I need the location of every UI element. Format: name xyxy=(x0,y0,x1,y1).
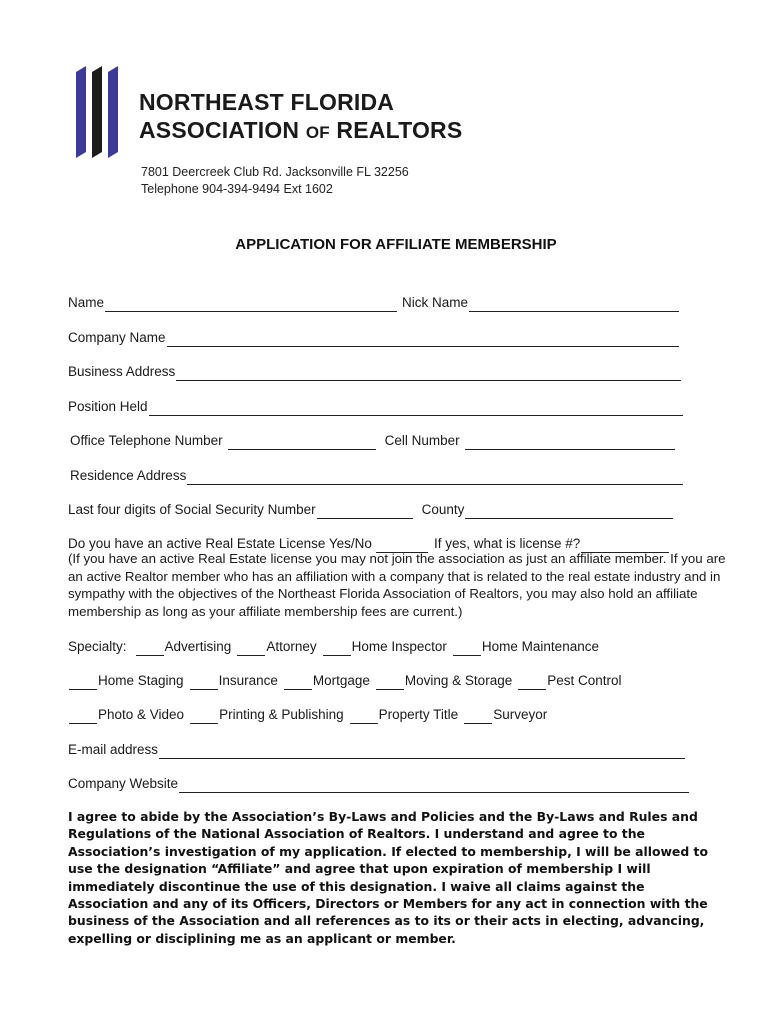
name-label: Name xyxy=(68,295,105,310)
agreement-statement: I agree to abide by the Association’s By-Laws and Policies and the By-Laws and Rules and Regulations of the National Association of Realtors. I understand and agree to the Association’s investigation of my application. If elected to membership, I will be allowed to use the designation “Affiliate” and agree that upon expiration of membership I will immediately discontinue the use of this designation. I waive all claims against the Association and any of its Officers, Directors or Members for any act in connection with the business of the Association and all references as to its or their acts in electing, advancing, expelling or disciplining me as an applicant or member. xyxy=(68,809,708,946)
specialty-advertising: Advertising xyxy=(164,639,232,654)
home-maintenance-checkbox[interactable] xyxy=(453,641,481,656)
nick-name-label: Nick Name xyxy=(402,295,469,310)
organization-name xyxy=(139,88,462,147)
specialty-home-maintenance: Home Maintenance xyxy=(481,639,599,654)
specialty-pest-control: Pest Control xyxy=(547,673,622,688)
row-phones xyxy=(70,432,676,450)
org-name-association: ASSOCIATION xyxy=(139,117,306,143)
specialty-home-staging: Home Staging xyxy=(98,673,184,688)
street-address: 7801 Deercreek Club Rd. Jacksonville FL 32256 xyxy=(141,165,409,179)
row-specialty-1 xyxy=(68,638,599,656)
telephone: Telephone 904-394-9494 Ext 1602 xyxy=(141,182,333,196)
mortgage-checkbox[interactable] xyxy=(284,675,312,690)
specialty-label: Specialty: xyxy=(68,639,127,654)
home-staging-checkbox[interactable] xyxy=(69,675,97,690)
org-name-line-2 xyxy=(139,116,462,147)
specialty-moving-storage: Moving & Storage xyxy=(404,673,513,688)
cell-number-field[interactable] xyxy=(465,435,675,450)
specialty-photo-video: Photo & Video xyxy=(98,707,185,722)
pest-control-checkbox[interactable] xyxy=(518,675,546,690)
company-name-field[interactable] xyxy=(167,332,679,347)
row-company-website xyxy=(68,775,690,793)
org-name-of: OF xyxy=(305,123,330,142)
row-company-name xyxy=(68,329,680,347)
residence-address-field[interactable] xyxy=(187,470,683,485)
association-logo-icon xyxy=(68,66,126,160)
specialty-property-title: Property Title xyxy=(378,707,459,722)
photo-video-checkbox[interactable] xyxy=(69,709,97,724)
email-field[interactable] xyxy=(159,744,685,759)
moving-storage-checkbox[interactable] xyxy=(376,675,404,690)
row-specialty-2 xyxy=(68,672,622,690)
insurance-checkbox[interactable] xyxy=(190,675,218,690)
county-label: County xyxy=(421,502,465,517)
license-note: (If you have an active Real Estate license you may not join the association as just an affiliate member. If you are an active Realtor member who has an affiliation with a company that is related to the real estate industry and in sympathy with the objectives of the Northeast Florida Association of Realtors, you may also hold an affiliate membership as long as your affiliate membership fees are current.) xyxy=(68,551,726,619)
surveyor-checkbox[interactable] xyxy=(464,709,492,724)
business-address-label: Business Address xyxy=(68,364,176,379)
email-label: E-mail address xyxy=(68,742,159,757)
company-name-label: Company Name xyxy=(68,330,166,345)
specialty-insurance: Insurance xyxy=(218,673,278,688)
office-phone-field[interactable] xyxy=(228,435,376,450)
org-name-line-1: NORTHEAST FLORIDA xyxy=(139,89,395,115)
specialty-printing-publishing: Printing & Publishing xyxy=(219,707,344,722)
company-website-label: Company Website xyxy=(68,776,179,791)
form-title: APPLICATION FOR AFFILIATE MEMBERSHIP xyxy=(235,236,557,253)
license-question-label: Do you have an active Real Estate License Yes/No xyxy=(68,536,372,551)
printing-publishing-checkbox[interactable] xyxy=(190,709,218,724)
row-position-held xyxy=(68,398,684,416)
nick-name-field[interactable] xyxy=(469,297,679,312)
position-held-label: Position Held xyxy=(68,399,148,414)
contact-info xyxy=(141,164,409,198)
attorney-checkbox[interactable] xyxy=(237,641,265,656)
specialty-home-inspector: Home Inspector xyxy=(351,639,447,654)
row-name xyxy=(68,294,680,312)
row-email xyxy=(68,741,686,759)
ssn-field[interactable] xyxy=(317,504,413,519)
specialty-surveyor: Surveyor xyxy=(493,707,548,722)
county-field[interactable] xyxy=(465,504,673,519)
home-inspector-checkbox[interactable] xyxy=(323,641,351,656)
license-number-label: If yes, what is license #? xyxy=(433,536,581,551)
specialty-mortgage: Mortgage xyxy=(312,673,370,688)
position-held-field[interactable] xyxy=(149,401,683,416)
ssn-label: Last four digits of Social Security Number xyxy=(68,502,316,517)
name-field[interactable] xyxy=(105,297,397,312)
cell-number-label: Cell Number xyxy=(384,433,460,448)
business-address-field[interactable] xyxy=(176,366,681,381)
office-phone-label: Office Telephone Number xyxy=(70,433,223,448)
row-residence-address xyxy=(70,467,684,485)
property-title-checkbox[interactable] xyxy=(350,709,378,724)
residence-address-label: Residence Address xyxy=(70,468,187,483)
org-name-realtors: REALTORS xyxy=(329,117,463,143)
company-website-field[interactable] xyxy=(179,778,689,793)
advertising-checkbox[interactable] xyxy=(136,641,164,656)
row-business-address xyxy=(68,363,682,381)
row-specialty-3 xyxy=(68,706,547,724)
specialty-attorney: Attorney xyxy=(266,639,317,654)
row-ssn-county xyxy=(68,501,674,519)
